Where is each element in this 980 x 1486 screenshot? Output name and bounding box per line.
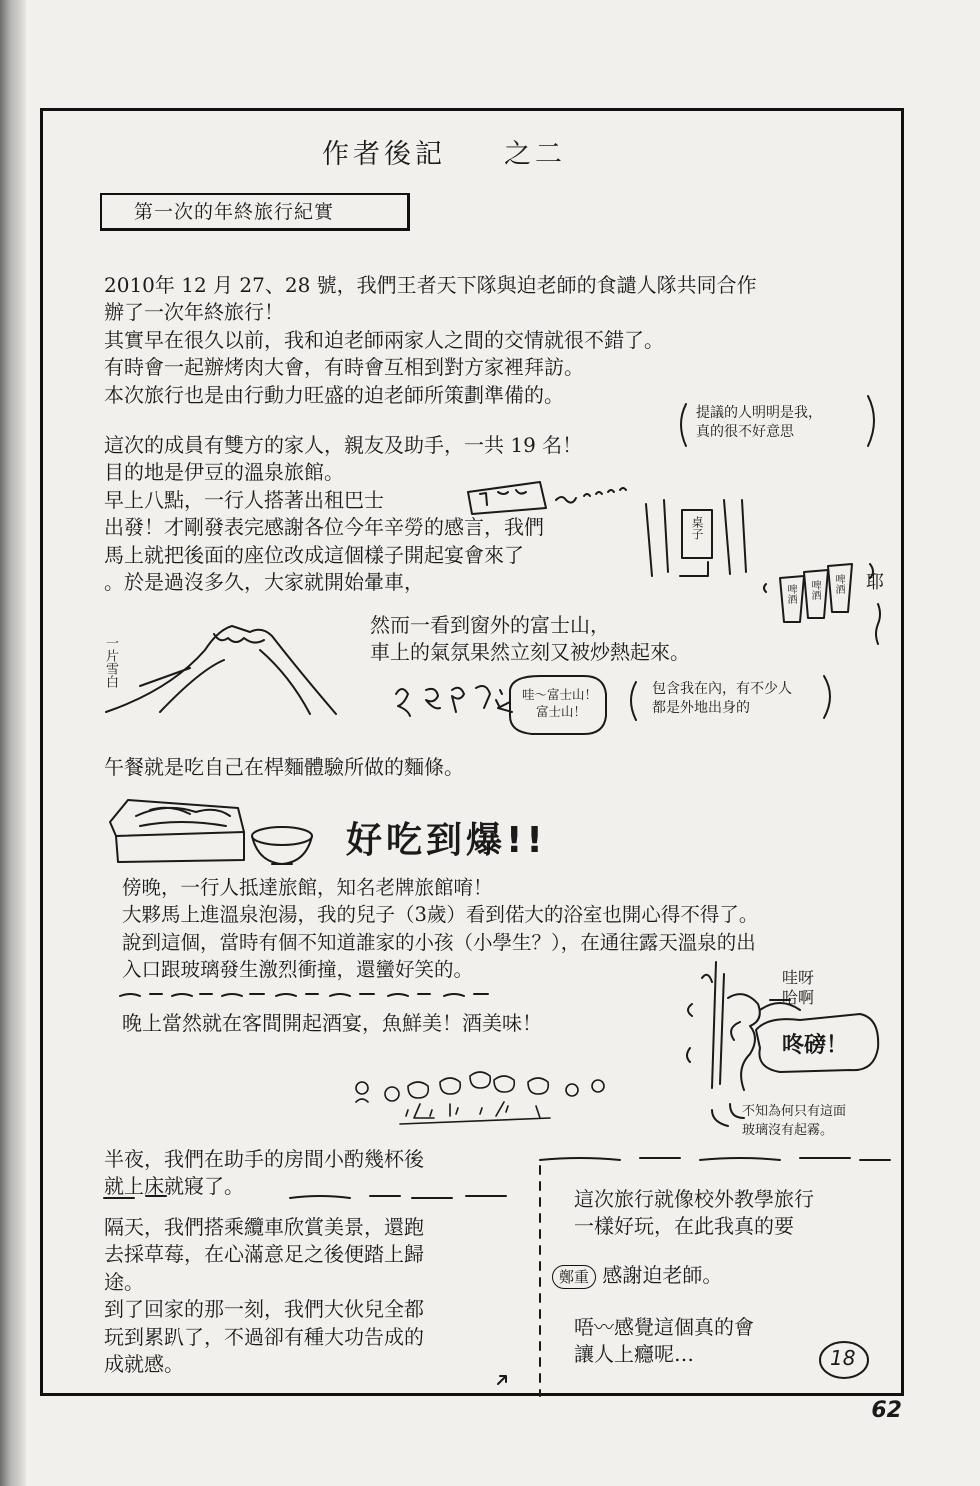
text-line: 這次的成員有雙方的家人，親友及助手，一共 19 名！ [104, 433, 583, 457]
text-line: 辦了一次年終旅行！ [104, 300, 284, 325]
section-heading: 第一次的年終旅行紀實 [100, 193, 410, 231]
text-line: 成就感。 [104, 1352, 184, 1377]
snow-label: 一片雪白 [103, 636, 118, 688]
text-line: 去採草莓，在心滿意足之後便踏上歸 [104, 1242, 424, 1267]
text-line: 半夜，我們在助手的房間小酌幾杯後 [104, 1147, 424, 1171]
note-paren-right [868, 396, 874, 446]
text-line: 車上的氣氛果然立刻又被炒熱起來。 [370, 640, 690, 665]
text-line: 出發！才剛發表完感謝各位今年辛勞的感言，我們 [104, 515, 544, 540]
proposer-note [696, 404, 822, 442]
note-line: 提議的人明明是我， [696, 405, 822, 421]
noodle-tray-drawing [110, 800, 244, 862]
note-line: 真的很不好意思 [696, 424, 794, 440]
note-line: 都是外地出身的 [652, 700, 750, 716]
bang-sound: 咚磅！ [782, 1033, 849, 1058]
title-sub: 之二 [504, 139, 566, 170]
yummy-exclamation: 好吃到爆!! [346, 820, 547, 861]
fuji-shout-bubble-text [522, 686, 597, 720]
text-line: 早上八點，一行人搭著出租巴士 [104, 487, 384, 512]
noodle-bowl-drawing [252, 827, 312, 864]
text-line: 傍晚，一行人抵達旅館，知名老牌旅館唷！ [122, 876, 493, 899]
note-line: 哈啊 [782, 988, 815, 1007]
party-guests-drawing [356, 1072, 604, 1124]
waya-sound [782, 968, 814, 1008]
paragraph-dinner: 晚上當然就在客間開起酒宴，魚鮮美！酒美味！ [122, 1011, 542, 1035]
paragraph-thanks [574, 1186, 814, 1241]
text-line: 2010年 12 月 27、28 號，我們王者天下隊與迫老師的食譴人隊共同合作 [104, 273, 757, 297]
text-line: 途。 [104, 1269, 144, 1294]
solemn-badge: 鄭重 [552, 1265, 596, 1289]
text-line: 一樣好玩，在此我真的要 [574, 1214, 794, 1239]
text-line: 到了回家的那一刻，我們大伙兒全都 [104, 1297, 424, 1322]
text-line: 讓人上癮呢… [574, 1342, 694, 1367]
note-line: 不知為何只有這面 [742, 1104, 847, 1119]
locals-note [652, 680, 792, 718]
beer-cups-drawing [764, 564, 880, 644]
text-line: 唔〰感覺這個真的會 [574, 1315, 754, 1339]
mount-fuji-drawing [103, 626, 336, 714]
text-line: 入口跟玻璃發生激烈衝撞，還蠻好笑的。 [122, 958, 474, 982]
note-line: 哇〜富士山！ [522, 687, 598, 702]
page-number: 62 [871, 1398, 902, 1423]
paragraph-lunch: 午餐就是吃自己在桿麵體驗所做的麵條。 [104, 755, 464, 779]
paragraph-intro [104, 272, 757, 409]
dashed-divider [120, 994, 488, 996]
text-line: 有時會一起辦烤肉大會，有時會互相到對方家裡拜訪。 [104, 355, 584, 380]
title-main: 作者後記 [322, 139, 446, 170]
text-line: 目的地是伊豆的溫泉旅館。 [104, 460, 344, 485]
glass-note [742, 1102, 846, 1140]
text-line: 大夥馬上進溫泉泡湯，我的兒子（3歲）看到偌大的浴室也開心得不得了。 [122, 903, 759, 927]
paragraph-addicted [574, 1314, 754, 1369]
desk-label: 桌子 [690, 516, 704, 540]
paragraph-bus [104, 432, 582, 596]
text-line: 這次旅行就像校外教學旅行 [574, 1187, 814, 1211]
note-paren-left [681, 404, 686, 446]
right-dashed-divider [540, 1158, 890, 1160]
paragraph-next-day [104, 1214, 424, 1378]
text-line: 隔天，我們搭乘纜車欣賞美景，還跑 [104, 1215, 424, 1239]
paragraph-fuji [370, 612, 690, 667]
text-line: 其實早在很久以前，我和迫老師兩家人之間的交情就很不錯了。 [104, 327, 664, 352]
beer-label-2: 啤酒 [809, 580, 820, 600]
text-line: 說到這個，當時有個不知道誰家的小孩（小學生？），在通往露天溫泉的出 [122, 930, 756, 954]
thanks-line [552, 1262, 722, 1289]
beer-label-3: 啤酒 [833, 574, 844, 594]
note-line: 富士山！ [536, 704, 587, 719]
paragraph-onsen [122, 874, 758, 984]
text-line: 然而一看到窗外的富士山， [370, 613, 610, 637]
text-line: 感謝迫老師。 [602, 1263, 723, 1287]
note-line: 哇呀 [782, 968, 815, 987]
note-line: 玻璃沒有起霧。 [742, 1123, 834, 1138]
text-line: 本次旅行也是由行動力旺盛的迫老師所策劃準備的。 [104, 382, 564, 407]
excited-passengers-drawing [396, 686, 502, 716]
ye-exclamation: 耶 [866, 572, 884, 593]
page-title [322, 132, 566, 171]
text-line: 馬上就把後面的座位改成這個樣子開起宴會來了 [104, 542, 524, 567]
text-line: 。於是過沒多久，大家就開始暈車， [104, 570, 424, 595]
text-line: 玩到累趴了，不過卻有種大功告成的 [104, 1324, 424, 1349]
author-signature: 18 [830, 1346, 856, 1370]
text-line: 就上床就寢了。 [104, 1174, 244, 1199]
paragraph-night [104, 1146, 424, 1201]
note-line: 包含我在內，有不少人 [652, 681, 792, 697]
beer-label-1: 啤酒 [785, 584, 796, 604]
